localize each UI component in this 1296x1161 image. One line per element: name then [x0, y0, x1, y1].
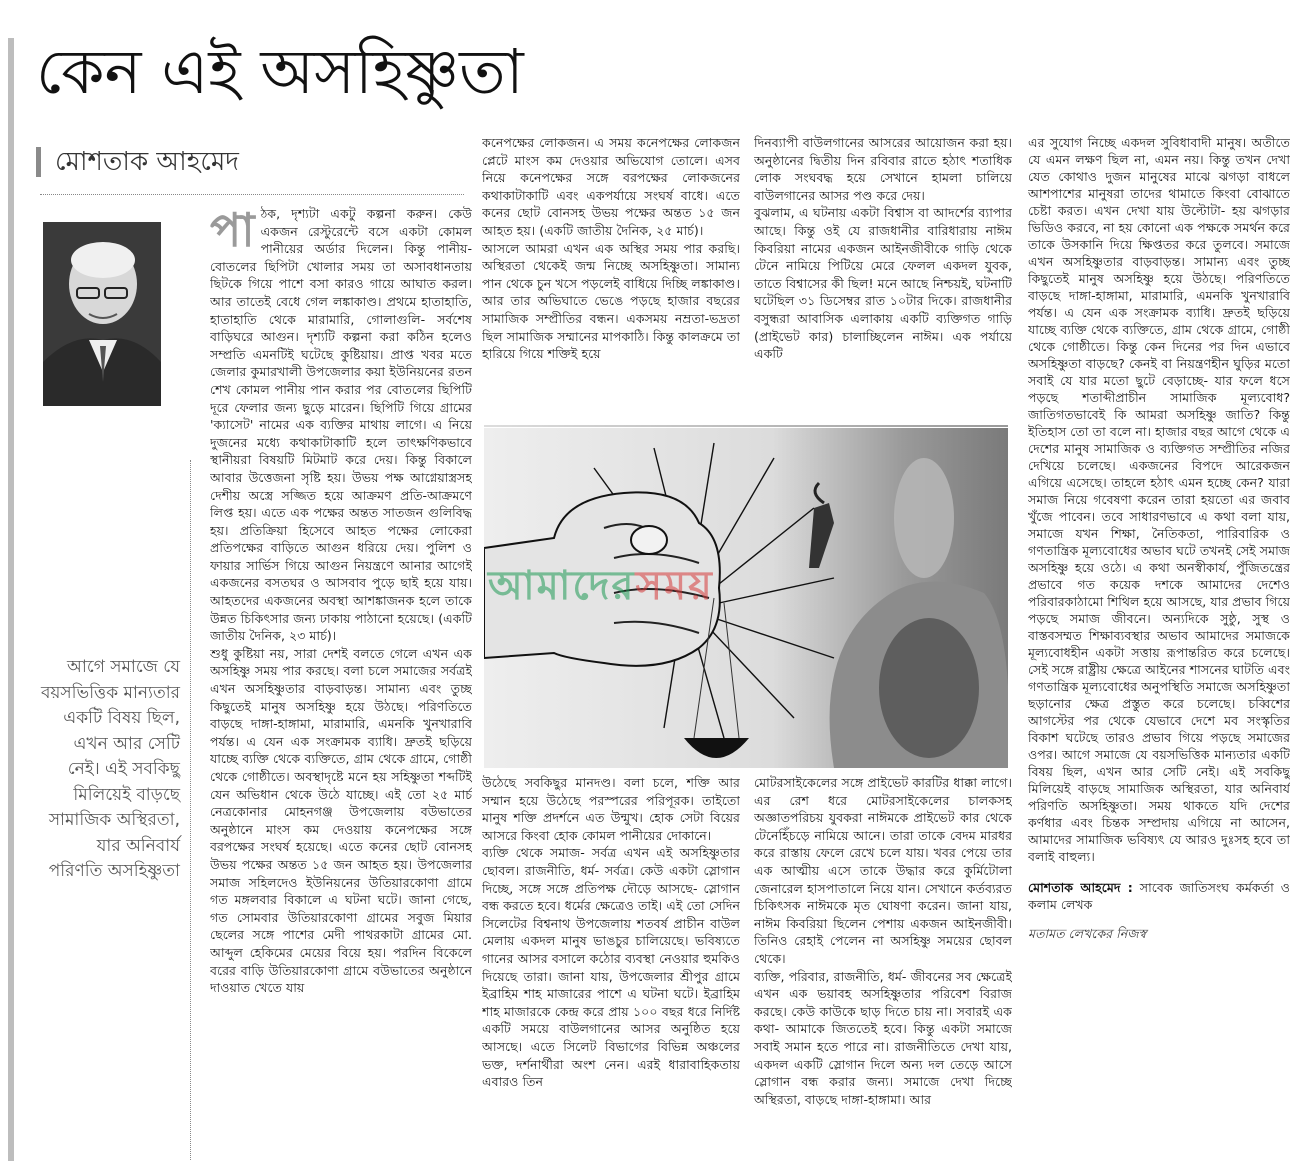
paragraph: মোটরসাইকেলের সঙ্গে প্রাইভেট কারটির ধাক্কা লাগে। এর রেশ ধরে মোটরসাইকেলের চালকসহ অজ্ঞাতপরিচয় যুবকরা নাঈমকে প্রাইভেট কার থেকে টেনেহিঁচড়ে নামিয়ে আনে। তারা তাকে বেদম মারধর করে রাস্তায় ফেলে রেখে চলে যায়। খবর পেয়ে তার এক আত্মীয় এসে তাকে উদ্ধার করে কুর্মিটোলা জেনারেল হাসপাতালে নিয়ে যান। সেখানে কর্তব্যরত চিকিৎসক নাঈমকে মৃত ঘোষণা করেন। জানা যায়, নাঈম কিবরিয়া ছিলেন পেশায় একজন আইনজীবী। তিনিও রেহাই পেলেন না অসহিষ্ণু সময়ের ছোবল থেকে।	[754, 775, 1012, 966]
watermark-part-1: আমাদের	[488, 563, 636, 609]
paragraph: বুঝলাম, এ ঘটনায় একটা বিশ্বাস বা আদর্শের ব্যাপার আছে। কিন্তু ওই যে রাজধানীর বারিধারায় নাঈম কিবরিয়া নামের একজন আইনজীবীকে গাড়ি থেকে টেনে নামিয়ে পিটিয়ে মেরে ফেলল একদল যুবক, তাতে বিশ্বাসের কী ছিল! মনে আছে নিশ্চয়ই, ঘটনাটি ঘটেছিল ৩১ ডিসেম্বর রাত ১০টার দিকে। রাজধানীর বসুন্ধরা আবাসিক এলাকায় একটি ব্যক্তিগত গাড়ি (প্রাইভেট কার) চালাচ্ছিলেন নাঈম। এক পর্যায়ে একটি	[754, 205, 1012, 362]
illustration	[484, 428, 1008, 768]
paragraph: ব্যক্তি, পরিবার, রাজনীতি, ধর্ম- জীবনের সব ক্ষেত্রেই এখন এক ভয়াবহ অসহিষ্ণুতার পরিবেশ বিরাজ করছে। কেউ কাউকে ছাড় দিতে চায় না। সবারই এক কথা- আমাকে জিততেই হবে। কিন্তু একটা সমাজে সবাই সমান হতে পারে না। রাজনীতিতে দেখা যায়, একদল একটি স্লোগান দিলে অন্য দল তেড়ে আসে স্লোগান বন্ধ করার জন্য। সমাজে দেখা দিচ্ছে অস্থিরতা, বাড়ছে দাঙ্গা-হাঙ্গামা। আর	[754, 968, 1012, 1107]
paragraph: আসলে আমরা এখন এক অস্থির সময় পার করছি। অস্থিরতা থেকেই জন্ম নিচ্ছে অসহিষ্ণুতা। সামান্য পান থেকে চুন খসে পড়লেই বাধিয়ে দিচ্ছি লঙ্কাকাণ্ড। আর তার অভিঘাতে ভেঙে পড়ছে হাজার বছরের সামাজিক সম্প্রীতির বন্ধন। একসময় নম্রতা-ভদ্রতা ছিল সামাজিক সম্মানের মাপকাঠি। কিন্তু কালক্রমে তা হারিয়ে গিয়ে শক্তিই হয়ে	[482, 240, 740, 362]
article-column-3-top	[754, 134, 1012, 420]
paragraph: কনেপক্ষের লোকজন। এ সময় কনেপক্ষের লোকজন প্লেটে মাংস কম দেওয়ার অভিযোগ তোলে। এসব নিয়ে কনেপক্ষের সঙ্গে বরপক্ষের লোকজনের কথাকাটাকাটি এবং একপর্যায়ে সংঘর্ষ বাধে। এতে কনের ছোট বোনসহ উভয় পক্ষের অন্তত ১৫ জন আহত হয়। (একটি জাতীয় দৈনিক, ২৫ মার্চ)।	[482, 135, 740, 238]
author-bio-name: মোশতাক আহমেদ :	[1028, 880, 1133, 895]
portrait-photo-icon	[43, 222, 161, 406]
article-column-2-top	[482, 134, 740, 420]
paragraph: ব্যক্তি থেকে সমাজ- সর্বত্র এখন এই অসহিষ্ণুতার ছোবল। রাজনীতি, ধর্ম- সর্বত্র। কেউ একটা স্লোগান দিচ্ছে, সঙ্গে সঙ্গে প্রতিপক্ষ দৌড়ে আসছে- স্লোগান বন্ধ করতে হবে। ধর্মের ক্ষেত্রেও তাই। এই তো সেদিন সিলেটের বিশ্বনাথ উপজেলায় শতবর্ষ প্রাচীন বাউল মেলায় একদল মানুষ ভাঙচুর চালিয়েছে। ভবিষ্যতে গানের আসর বসালে কঠোর ব্যবস্থা নেওয়ার হুমকিও দিয়েছে তারা। জানা যায়, উপজেলার শ্রীপুর গ্রামে ইব্রাহিম শাহ মাজারের পাশে এ ঘটনা ঘটে। ইব্রাহিম শাহ মাজারকে কেন্দ্র করে প্রায় ১০০ বছর ধরে নির্দিষ্ট একটি সময়ে বাউলগানের আসর অনুষ্ঠিত হয়ে আসছে। এতে সিলেট বিভাগের বিভিন্ন অঞ্চলের ভক্ত, দর্শনার্থীরা অংশ নেন। এরই ধারাবাহিকতায় এবারও তিন	[482, 845, 740, 1090]
paragraph: এর সুযোগ নিচ্ছে একদল সুবিধাবাদী মানুষ। অতীতে যে এমন লক্ষণ ছিল না, এমন নয়। কিন্তু তখন দেখা যেত কোথাও দুজন মানুষের মাঝে ঝগড়া বাধলে আশপাশের মানুষরা তাদের থামাতে কিংবা বোঝাতে চেষ্টা করত। এখন দেখা যায় উল্টোটা- হয় ঝগড়ার ভিডিও করবে, না হয় কোনো এক পক্ষকে সমর্থন করে তাকে উসকানি দিয়ে ক্ষিপ্ততর করে তুলবে। সমাজে এখন অসহিষ্ণুতার বাড়বাড়ন্ত। সামান্য এবং তুচ্ছ কিছুতেই মানুষ অসহিষ্ণু হয়ে উঠছে। পরিণতিতে বাড়ছে দাঙ্গা-হাঙ্গামা, মারামারি, এমনকি খুনখারাবি পর্যন্ত। এ যেন এক সংক্রামক ব্যাধি। দ্রুতই ছড়িয়ে যাচ্ছে ব্যক্তি থেকে ব্যক্তিতে, গ্রাম থেকে গ্রামে, গোষ্ঠী থেকে গোষ্ঠীতে। কিন্তু কেন দিনের পর দিন এভাবে অসহিষ্ণুতা বাড়ছে? কেনই বা নিয়ন্ত্রণহীন ঘুড়ির মতো সবাই যে যার মতো ছুটে বেড়াচ্ছে- যার ফলে ধসে পড়ছে শতাব্দীপ্রাচীন সামাজিক মূল্যবোধ? জাতিগতভাবেই কি আমরা অসহিষ্ণু জাতি? কিন্তু ইতিহাস তো তা বলে না। হাজার বছর আগে থেকে এ দেশের মানুষ সামাজিক ও ব্যক্তিগত সম্প্রীতির নজির দেখিয়ে চলেছে। একজনের বিপদে আরেকজন এগিয়ে এসেছে। তাহলে হঠাৎ এমন হচ্ছে কেন? যারা সমাজ নিয়ে গবেষণা করেন তারা হয়তো এর জবাব খুঁজে পাবেন। তবে সাধারণভাবে এ কথা বলা যায়, সমাজে যখন শিক্ষা, নৈতিকতা, পারিবারিক ও গণতান্ত্রিক মূল্যবোধের অভাব ঘটে তখনই সেই সমাজ অসহিষ্ণু হয়ে ওঠে। এ কথা অনস্বীকার্য, পুঁজিতন্ত্রের প্রভাবে গত কয়েক দশকে আমাদের দেশেও পরিবারকাঠামো শিথিল হয়ে আসছে, যার প্রভাব গিয়ে পড়ছে সমাজ জীবনে। অন্যদিকে সুষ্ঠু, সুস্থ ও বাস্তবসম্মত শিক্ষাব্যবস্থার অভাব আমাদের সমাজকে মূল্যবোধহীন একটা সত্তায় রূপান্তরিত করে চলেছে। সেই সঙ্গে রাষ্ট্রীয় ক্ষেত্রে আইনের শাসনের ঘাটতি এবং গণতান্ত্রিক মূল্যবোধের অনুপস্থিতি সমাজে অসহিষ্ণুতা ছড়ানোর ক্ষেত্র প্রস্তুত করে চলেছে। চব্বিশের আগস্টের পর থেকে যেভাবে দেশে মব সংস্কৃতির বিকাশ ঘটেছে তারও প্রভাব গিয়ে পড়ছে সমাজের ওপর। আগে সমাজে যে বয়সভিত্তিক মান্যতার একটি বিষয় ছিল, এখন আর সেটি নেই। এই সবকিছু মিলিয়েই বাড়ছে সামাজিক অস্থিরতা, যার অনিবার্য পরিণতি অসহিষ্ণুতা। সময় থাকতে যদি দেশের কর্ণধার এবং চিন্তক সম্প্রদায় এগিয়ে না আসেন, আমাদের সামাজিক ভবিষ্যৎ যে আরও দুঃসহ হবে তা বলাই বাহুল্য।	[1028, 135, 1290, 864]
pull-quote: আগে সমাজে যে বয়সভিত্তিক মান্যতার একটি বিষয় ছিল, এখন আর সেটি নেই। এই সবকিছু মিলিয়েই বাড়ছে সামাজিক অস্থিরতা, যার অনিবার্য পরিণতি অসহিষ্ণুতা	[40, 657, 180, 881]
headline: কেন এই অসহিষ্ণুতা	[36, 35, 524, 108]
opinion-disclaimer: মতামত লেখকের নিজস্ব	[1028, 926, 1147, 941]
article-column-2-bottom	[482, 774, 740, 1158]
author-bio	[1028, 879, 1290, 913]
watermark-part-2: সময়	[635, 563, 714, 609]
author-name: মোশতাক আহমেদ	[55, 147, 239, 177]
byline-bar	[36, 147, 41, 177]
article-column-3-bottom	[754, 774, 1012, 1158]
drop-cap: পা	[210, 205, 255, 257]
author-bio-text: সাবেক জাতিসংঘ কর্মকর্তা ও কলাম লেখক	[1028, 880, 1290, 912]
byline-divider	[40, 194, 464, 195]
author-photo	[43, 222, 161, 406]
article-column-4	[1028, 134, 1290, 1158]
illustration-top-rule	[484, 425, 1008, 427]
paragraph: উঠেছে সবকিছুর মানদণ্ড। বলা চলে, শক্তি আর সম্মান হয়ে উঠেছে পরস্পরের পরিপূরক। তাইতো মানুষ শক্তি প্রদর্শনে এত উন্মুখ। হোক সেটা বিয়ের আসরে কিংবা হোক কোমল পানীয়ের দোকানে।	[482, 775, 740, 843]
byline	[36, 146, 239, 178]
paragraph: দিনব্যাপী বাউলগানের আসরের আয়োজন করা হয়। অনুষ্ঠানের দ্বিতীয় দিন রবিবার রাতে হঠাৎ শতাধিক লোক সংঘবদ্ধ হয়ে সেখানে হামলা চালিয়ে বাউলগানের আসর পণ্ড করে দেয়।	[754, 135, 1012, 203]
watermark-logo	[488, 554, 714, 621]
article-column-1	[210, 205, 472, 1157]
paragraph: শুধু কুষ্টিয়া নয়, সারা দেশই বলতে গেলে এখন এক অসহিষ্ণু সময় পার করছে। বলা চলে সমাজের সর্বত্রই এখন অসহিষ্ণুতার বাড়বাড়ন্ত। সামান্য এবং তুচ্ছ কিছুতেই মানুষ অসহিষ্ণু হয়ে উঠছে। পরিণতিতে বাড়ছে দাঙ্গা-হাঙ্গামা, মারামারি, এমনকি খুনখারাবি পর্যন্ত। এ যেন এক সংক্রামক ব্যাধি। দ্রুতই ছড়িয়ে যাচ্ছে ব্যক্তি থেকে ব্যক্তিতে, গ্রাম থেকে গ্রামে, গোষ্ঠী থেকে গোষ্ঠীতে। অবস্থাদৃষ্টে মনে হয় সহিষ্ণুতা শব্দটিই যেন অভিধান থেকে উঠে যাচ্ছে। এই তো ২৫ মার্চ নেত্রকোনার মোহনগঞ্জ উপজেলায় বউভাতের অনুষ্ঠানে মাংস কম দেওয়ায় কনেপক্ষের সঙ্গে বরপক্ষের সংঘর্ষ হয়েছে। এতে কনের ছোট বোনসহ উভয় পক্ষের অন্তত ১৫ জন আহত হয়। উপজেলার সমাজ সহিলদেও ইউনিয়নের উতিয়ারকোণা গ্রামে গত মঙ্গলবার বিকালে এ ঘটনা ঘটে। জানা গেছে, গত সোমবার উতিয়ারকোণা গ্রামের সবুজ মিয়ার ছেলের সঙ্গে পাশের মেদী পাথরকাটা গ্রামের মো. আব্দুল হেকিমের মেয়ের বিয়ে হয়। পরদিন বিকেলে বরের বাড়ি উতিয়ারকোণা গ্রামে বউভাতের অনুষ্ঠানে দাওয়াত খেতে যায়	[210, 645, 472, 996]
sidebar-divider	[190, 460, 191, 1160]
paragraph: ঠক, দৃশ্যটা একটু কল্পনা করুন। কেউ একজন রেস্টুরেন্টে বসে একটা কোমল পানীয়ের অর্ডার দিলেন। কিন্তু পানীয়-বোতলের ছিপিটা খোলার সময় তা অসাবধানতায় ছিটকে গিয়ে পাশে বসা কারও গায়ে আঘাত করল। আর তাতেই বেধে গেল লঙ্কাকাণ্ড। প্রথমে হাতাহাতি, হাতাহাতি থেকে মারামারি, গোলাগুলি- সর্বশেষ বাড়িঘরে আগুন। দৃশ্যটি কল্পনা করা কঠিন হলেও সম্প্রতি এমনটিই ঘটেছে কুষ্টিয়ায়। প্রাপ্ত খবর মতে জেলার কুমারখালী উপজেলার কয়া ইউনিয়নের রতন শেখ কোমল পানীয় পান করার পর বোতলের ছিপিটি দূরে ফেলার জন্য ছুড়ে মারেন। ছিপিটি গিয়ে গ্রামের 'ক্যাসেট' নামের এক ব্যক্তির মাথায় লাগে। এ নিয়ে দুজনের মধ্যে কথাকাটাকাটি হলে তাৎক্ষণিকভাবে স্থানীয়রা বিষয়টি মিটমাট করে দেয়। কিন্তু বিকালে আবার উত্তেজনা সৃষ্টি হয়। উভয় পক্ষ আগ্নেয়াস্ত্রসহ দেশীয় অস্ত্রে সজ্জিত হয়ে আক্রমণ প্রতি-আক্রমণে লিপ্ত হয়। এতে এক পক্ষের অন্তত সাতজন গুলিবিদ্ধ হয়। প্রতিক্রিয়া হিসেবে আহত পক্ষের লোকেরা প্রতিপক্ষের বাড়িতে আগুন ধরিয়ে দেয়। পুলিশ ও ফায়ার সার্ভিস গিয়ে আগুন নিয়ন্ত্রণে আনার আগেই একজনের বসতঘর ও আসবাব পুড়ে ছাই হয়ে যায়। আহতদের একজনের অবস্থা আশঙ্কাজনক হলে তাকে উন্নত চিকিৎসার জন্য ঢাকায় পাঠানো হয়েছে। (একটি জাতীয় দৈনিক, ২৩ মার্চ)।	[210, 206, 472, 644]
left-margin-rule	[8, 38, 14, 1161]
